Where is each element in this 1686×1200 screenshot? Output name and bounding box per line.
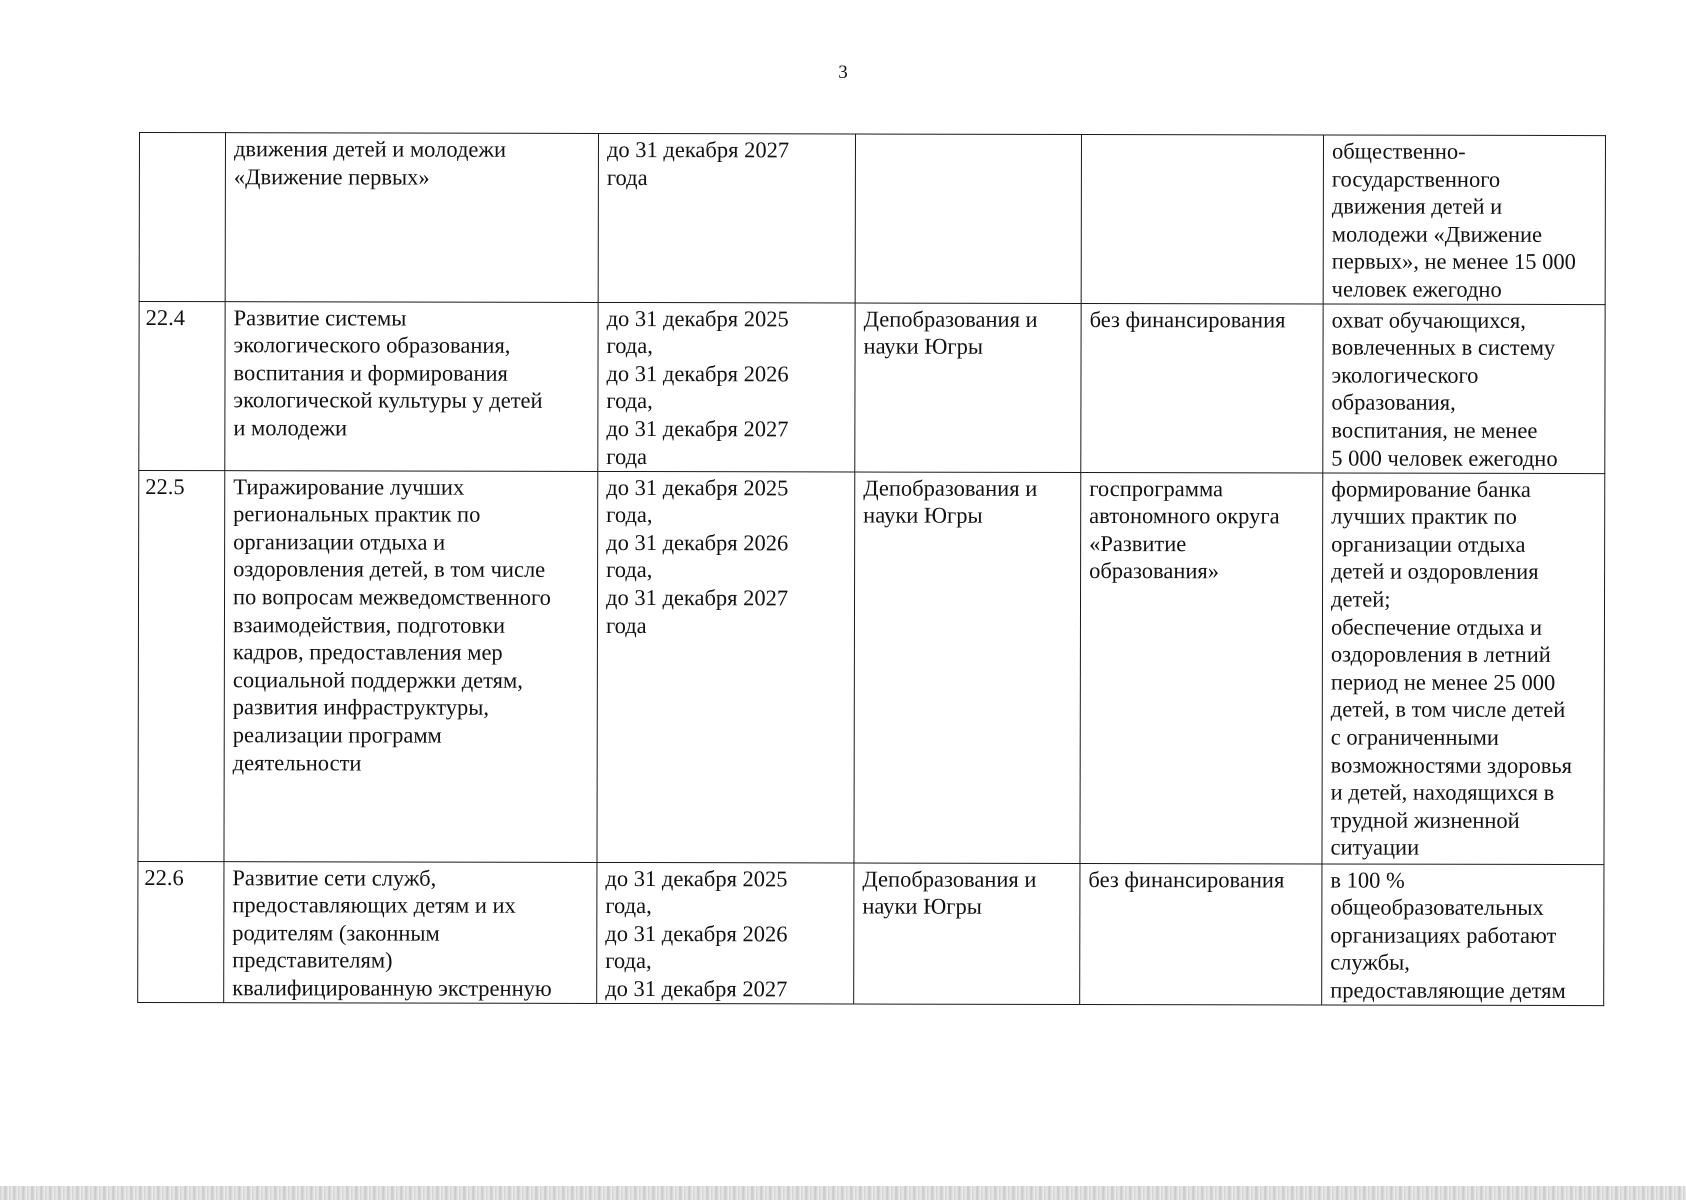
financing: без финансирования <box>1080 863 1322 1004</box>
table-row <box>138 861 1604 1005</box>
expected-result: общественно- государственного движения детей и молодежи «Движение первых», не менее 15 000 человек ежегодно <box>1323 135 1605 304</box>
expected-result: формирование банка лучших практик по организации отдыха детей и оздоровления детей; обеспечение отдыха и оздоровления в летний период не менее 25 000 детей, в том числе детей с ограниченными возможностями здоровья и детей, находящихся в трудной жизненной ситуации <box>1322 473 1605 865</box>
measures-table <box>137 132 1606 1006</box>
financing: без финансирования <box>1081 303 1323 473</box>
executor: Депобразования и науки Югры <box>855 303 1081 472</box>
deadline: до 31 декабря 2025 года, до 31 декабря 2026 года, до 31 декабря 2027 <box>597 862 854 1004</box>
table-row <box>138 470 1605 864</box>
expected-result: охват обучающихся, вовлеченных в систему экологического образования, воспитания, не менее 5 000 человек ежегодно <box>1323 304 1605 474</box>
measure-name: Развитие системы экологического образования, воспитания и формирования экологической культуры у детей и молодежи <box>225 301 598 471</box>
measure-name: Развитие сети служб, предоставляющих детям и их родителям (законным представителям) квалифицированную экстренную <box>224 861 597 1003</box>
expected-result: в 100 % общеобразовательных организациях работают службы, предоставляющие детям <box>1322 864 1604 1006</box>
deadline: до 31 декабря 2025 года, до 31 декабря 2026 года, до 31 декабря 2027 года <box>597 471 855 863</box>
financing <box>1081 134 1323 303</box>
deadline: до 31 декабря 2025 года, до 31 декабря 2026 года, до 31 декабря 2027 года <box>598 302 855 472</box>
executor <box>855 134 1081 303</box>
deadline: до 31 декабря 2027 года <box>598 133 855 302</box>
row-number: 22.6 <box>138 861 224 1002</box>
measure-name: Тиражирование лучших региональных практик по организации отдыха и оздоровления детей, в том числе по вопросам межведомственного взаимодействия, подготовки кадров, предоставления мер социальной поддержки детям, развития инфраструктуры, реализации программ деятельности <box>224 470 598 862</box>
page-number: 3 <box>838 62 848 83</box>
table-row <box>139 133 1605 305</box>
executor: Депобразования и науки Югры <box>854 472 1081 863</box>
scan-edge-artifact <box>0 1186 1686 1200</box>
row-number <box>139 133 225 302</box>
row-number: 22.5 <box>138 470 225 861</box>
table-row <box>139 301 1605 473</box>
row-number: 22.4 <box>139 301 225 470</box>
financing: госпрограмма автономного округа «Развитие образования» <box>1080 472 1323 864</box>
measure-name: движения детей и молодежи «Движение первых» <box>225 133 598 302</box>
executor: Депобразования и науки Югры <box>854 863 1080 1004</box>
